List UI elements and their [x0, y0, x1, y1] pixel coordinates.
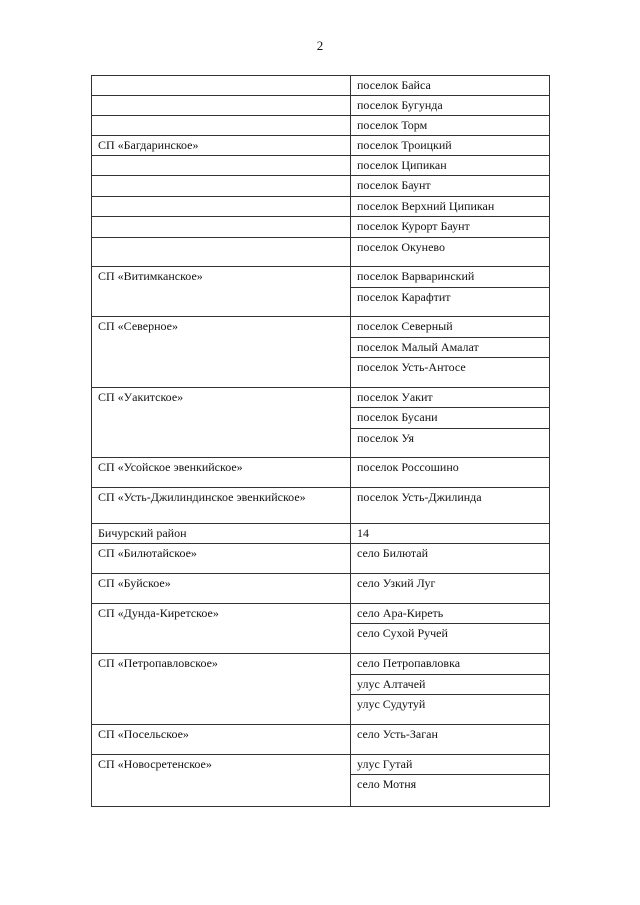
table-row	[92, 524, 550, 544]
settlement-cell: поселок Малый Амалат	[351, 338, 550, 358]
table-row	[92, 725, 550, 755]
table-body	[92, 76, 550, 807]
municipality-cell	[92, 197, 351, 217]
settlement-cell: поселок Северный	[351, 317, 550, 338]
table-row	[92, 317, 550, 338]
table-row	[92, 544, 550, 574]
settlement-cell: улус Алтачей	[351, 675, 550, 695]
settlement-cell: село Петропавловка	[351, 654, 550, 675]
settlement-cell: поселок Варваринский	[351, 267, 550, 288]
municipality-cell: СП «Уакитское»	[92, 388, 351, 408]
municipality-cell: СП «Дунда-Киретское»	[92, 604, 351, 624]
settlement-cell: поселок Торм	[351, 116, 550, 136]
settlement-cell: поселок Уя	[351, 429, 550, 458]
table-row	[92, 267, 550, 288]
settlement-cell: 14	[351, 524, 550, 544]
settlements-table	[91, 75, 550, 807]
table-row	[92, 775, 550, 807]
municipality-cell: СП «Витимканское»	[92, 267, 351, 288]
table-row	[92, 116, 550, 136]
settlement-cell: улус Гутай	[351, 755, 550, 775]
municipality-cell	[92, 675, 351, 695]
table-row	[92, 654, 550, 675]
settlement-cell: село Билютай	[351, 544, 550, 574]
municipality-cell: СП «Усойское эвенкийское»	[92, 458, 351, 488]
municipality-cell	[92, 624, 351, 654]
municipality-cell	[92, 238, 351, 267]
settlement-cell: поселок Верхний Ципикан	[351, 197, 550, 217]
settlement-cell: поселок Курорт Баунт	[351, 217, 550, 238]
table-row	[92, 76, 550, 96]
settlement-cell: улус Судутуй	[351, 695, 550, 725]
municipality-cell	[92, 358, 351, 388]
table-row	[92, 695, 550, 725]
table-row	[92, 604, 550, 624]
table-row	[92, 408, 550, 429]
page-number: 2	[316, 38, 324, 53]
settlement-cell: село Сухой Ручей	[351, 624, 550, 654]
municipality-cell	[92, 429, 351, 458]
municipality-cell: СП «Северное»	[92, 317, 351, 338]
table-row	[92, 755, 550, 775]
municipality-cell	[92, 156, 351, 176]
municipality-cell: СП «Багдаринское»	[92, 136, 351, 156]
table-row	[92, 429, 550, 458]
municipality-cell	[92, 217, 351, 238]
municipality-cell: СП «Петропавловское»	[92, 654, 351, 675]
settlement-cell: поселок Окунево	[351, 238, 550, 267]
municipality-cell	[92, 338, 351, 358]
table-row	[92, 574, 550, 604]
municipality-cell	[92, 96, 351, 116]
municipality-cell: СП «Буйское»	[92, 574, 351, 604]
municipality-cell: Бичурский район	[92, 524, 351, 544]
settlement-cell: поселок Бугунда	[351, 96, 550, 116]
table-row	[92, 288, 550, 317]
municipality-cell	[92, 116, 351, 136]
table-row	[92, 624, 550, 654]
settlement-cell: поселок Бусани	[351, 408, 550, 429]
municipality-cell	[92, 76, 351, 96]
settlement-cell: поселок Ципикан	[351, 156, 550, 176]
table-row	[92, 156, 550, 176]
table-row	[92, 217, 550, 238]
table-row	[92, 675, 550, 695]
table-row	[92, 136, 550, 156]
settlement-cell: поселок Карафтит	[351, 288, 550, 317]
municipality-cell	[92, 408, 351, 429]
table-row	[92, 458, 550, 488]
settlement-cell: поселок Россошино	[351, 458, 550, 488]
settlement-cell: поселок Усть-Джилинда	[351, 488, 550, 524]
settlement-cell: поселок Байса	[351, 76, 550, 96]
table-row	[92, 338, 550, 358]
settlement-cell: село Мотня	[351, 775, 550, 807]
settlement-cell: село Усть-Заган	[351, 725, 550, 755]
municipality-cell	[92, 775, 351, 807]
table-row	[92, 197, 550, 217]
table-row	[92, 388, 550, 408]
municipality-cell: СП «Билютайское»	[92, 544, 351, 574]
municipality-cell: СП «Посельское»	[92, 725, 351, 755]
settlement-cell: село Узкий Луг	[351, 574, 550, 604]
settlement-cell: поселок Усть-Антосе	[351, 358, 550, 388]
table-row	[92, 96, 550, 116]
table-row	[92, 176, 550, 197]
municipality-cell	[92, 695, 351, 725]
settlement-cell: поселок Баунт	[351, 176, 550, 197]
municipality-cell	[92, 176, 351, 197]
municipality-cell: СП «Новосретенское»	[92, 755, 351, 775]
settlement-cell: село Ара-Киреть	[351, 604, 550, 624]
municipality-cell	[92, 288, 351, 317]
settlement-cell: поселок Троицкий	[351, 136, 550, 156]
table-row	[92, 238, 550, 267]
table-row	[92, 488, 550, 524]
municipality-cell: СП «Усть-Джилиндинское эвенкийское»	[92, 488, 351, 524]
settlement-cell: поселок Уакит	[351, 388, 550, 408]
table-row	[92, 358, 550, 388]
